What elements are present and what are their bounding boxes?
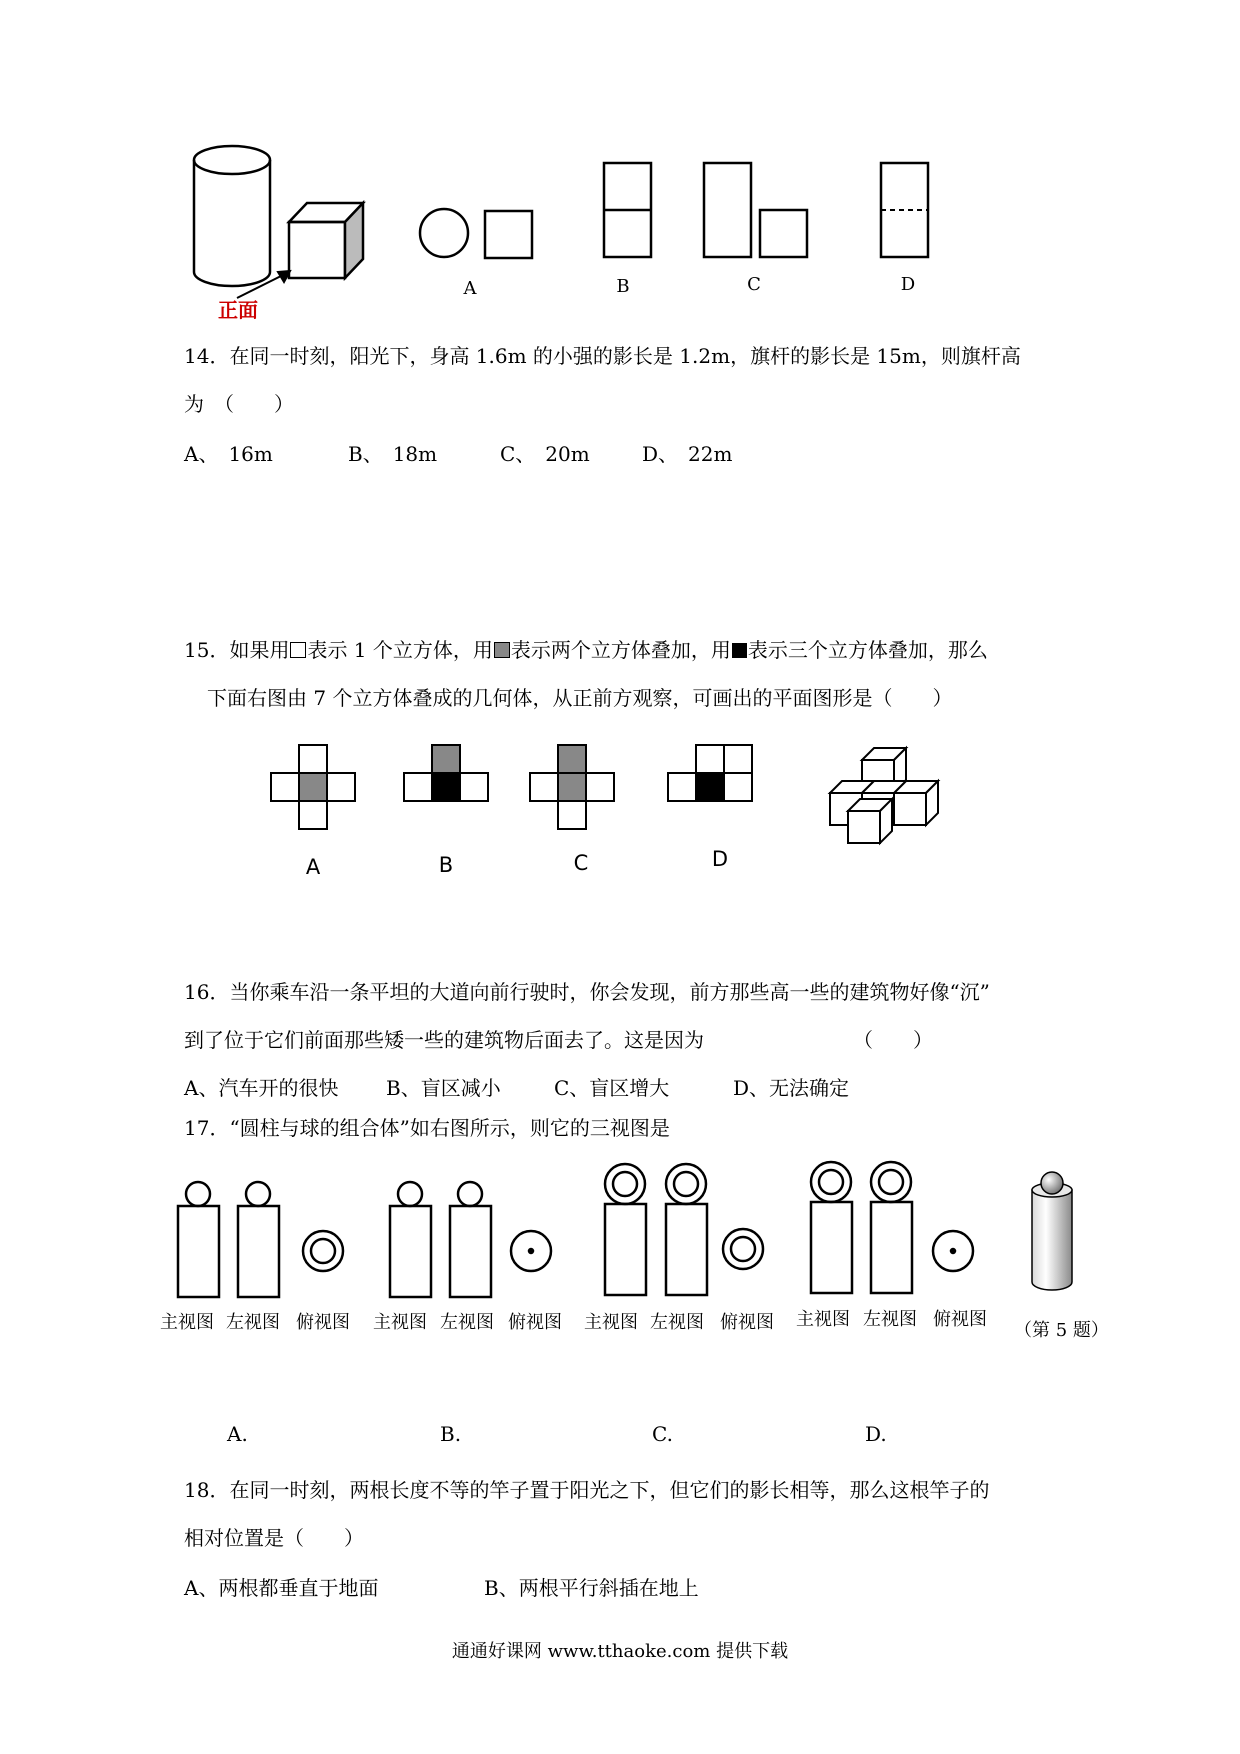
q18-stem-line2: 相对位置是（ ） [184,1526,364,1550]
q17-a-main-view-label: 主视图 [160,1312,214,1333]
q13-option-b-label: B [616,276,630,297]
q14-choice-c: C、 20m [500,442,590,466]
q17-c-left-view-label: 左视图 [650,1312,704,1333]
q17-a-top-view-label: 俯视图 [296,1312,350,1333]
q14-choice-b: B、 18m [348,442,438,466]
q17-option-c-label: C. [652,1422,673,1446]
q17-option-d-label: D. [865,1422,887,1446]
q13-option-c-label: C [747,274,761,295]
q14-stem-line1: 14．在同一时刻，阳光下，身高 1.6m 的小强的影长是 1.2m，旗杆的影长是 15m，则旗杆高 [184,344,1021,368]
q17-option-b-label: B. [440,1422,462,1446]
q16-choice-b: B、盲区减小 [386,1076,501,1100]
q15-option-d-label: D [711,847,729,871]
q16-answer-paren: （ ） [853,1028,933,1052]
q17-b-left-view-label: 左视图 [440,1312,494,1333]
q13-option-a-label: A [463,278,477,299]
q16-choice-c: C、盲区增大 [554,1076,670,1100]
q15-option-c-label: C [573,851,589,875]
q18-choice-a: A、两根都垂直于地面 [184,1576,379,1600]
q17-stem: 17．“圆柱与球的组合体”如右图所示，则它的三视图是 [184,1116,670,1140]
q14-choice-a: A、 16m [184,442,273,466]
q14-choice-d: D、 22m [642,442,733,466]
q17-d-top-view-label: 俯视图 [933,1309,987,1330]
q17-option-b-figure [390,1182,551,1297]
q18-choice-b: B、两根平行斜插在地上 [484,1576,699,1600]
q14-stem-line2: 为 （ ） [184,392,294,416]
q15-option-a-label: A [305,855,321,879]
q16-choice-d: D、无法确定 [733,1076,850,1100]
q17-b-main-view-label: 主视图 [373,1312,427,1333]
page-footer: 通通好课网 www.tthaoke.com 提供下载 [451,1641,789,1662]
q15-stem-part2: 表示 1 个立方体，用 [307,638,493,662]
q17-d-main-view-label: 主视图 [796,1309,850,1330]
q17-d-left-view-label: 左视图 [863,1309,917,1330]
q15-stem-part3: 表示两个立方体叠加，用 [510,638,731,662]
q18-stem-line1: 18．在同一时刻，两根长度不等的竿子置于阳光之下，但它们的影长相等，那么这根竿子的 [184,1478,990,1502]
q13-option-d-label: D [900,274,916,295]
q15-option-b-label: B [438,853,454,877]
q17-option-a-label: A. [227,1422,248,1446]
q17-a-left-view-label: 左视图 [226,1312,280,1333]
q15-stem-line2: 下面右图由 7 个立方体叠成的几何体，从正前方观察，可画出的平面图形是（ ） [207,686,953,710]
q17-figure-caption: （第 5 题） [1014,1320,1109,1341]
q16-choice-a: A、汽车开的很快 [184,1076,339,1100]
q15-stem-part4: 表示三个立方体叠加，那么 [747,638,988,662]
q17-c-main-view-label: 主视图 [584,1312,638,1333]
q16-stem-line1: 16．当你乘车沿一条平坦的大道向前行驶时，你会发现，前方那些高一些的建筑物好像“沉” [184,980,990,1004]
q17-option-d-figure [811,1162,973,1293]
q16-stem-line2: 到了位于它们前面那些矮一些的建筑物后面去了。这是因为 [184,1028,704,1052]
q13-front-label: 正面 [218,298,258,322]
q17-option-a-figure [178,1182,343,1297]
q17-b-top-view-label: 俯视图 [508,1312,562,1333]
q17-c-top-view-label: 俯视图 [720,1312,774,1333]
q17-option-c-figure [605,1164,763,1295]
q15-stem-part1: 15．如果用 [184,638,290,662]
q17-3d-solid [1032,1172,1072,1290]
